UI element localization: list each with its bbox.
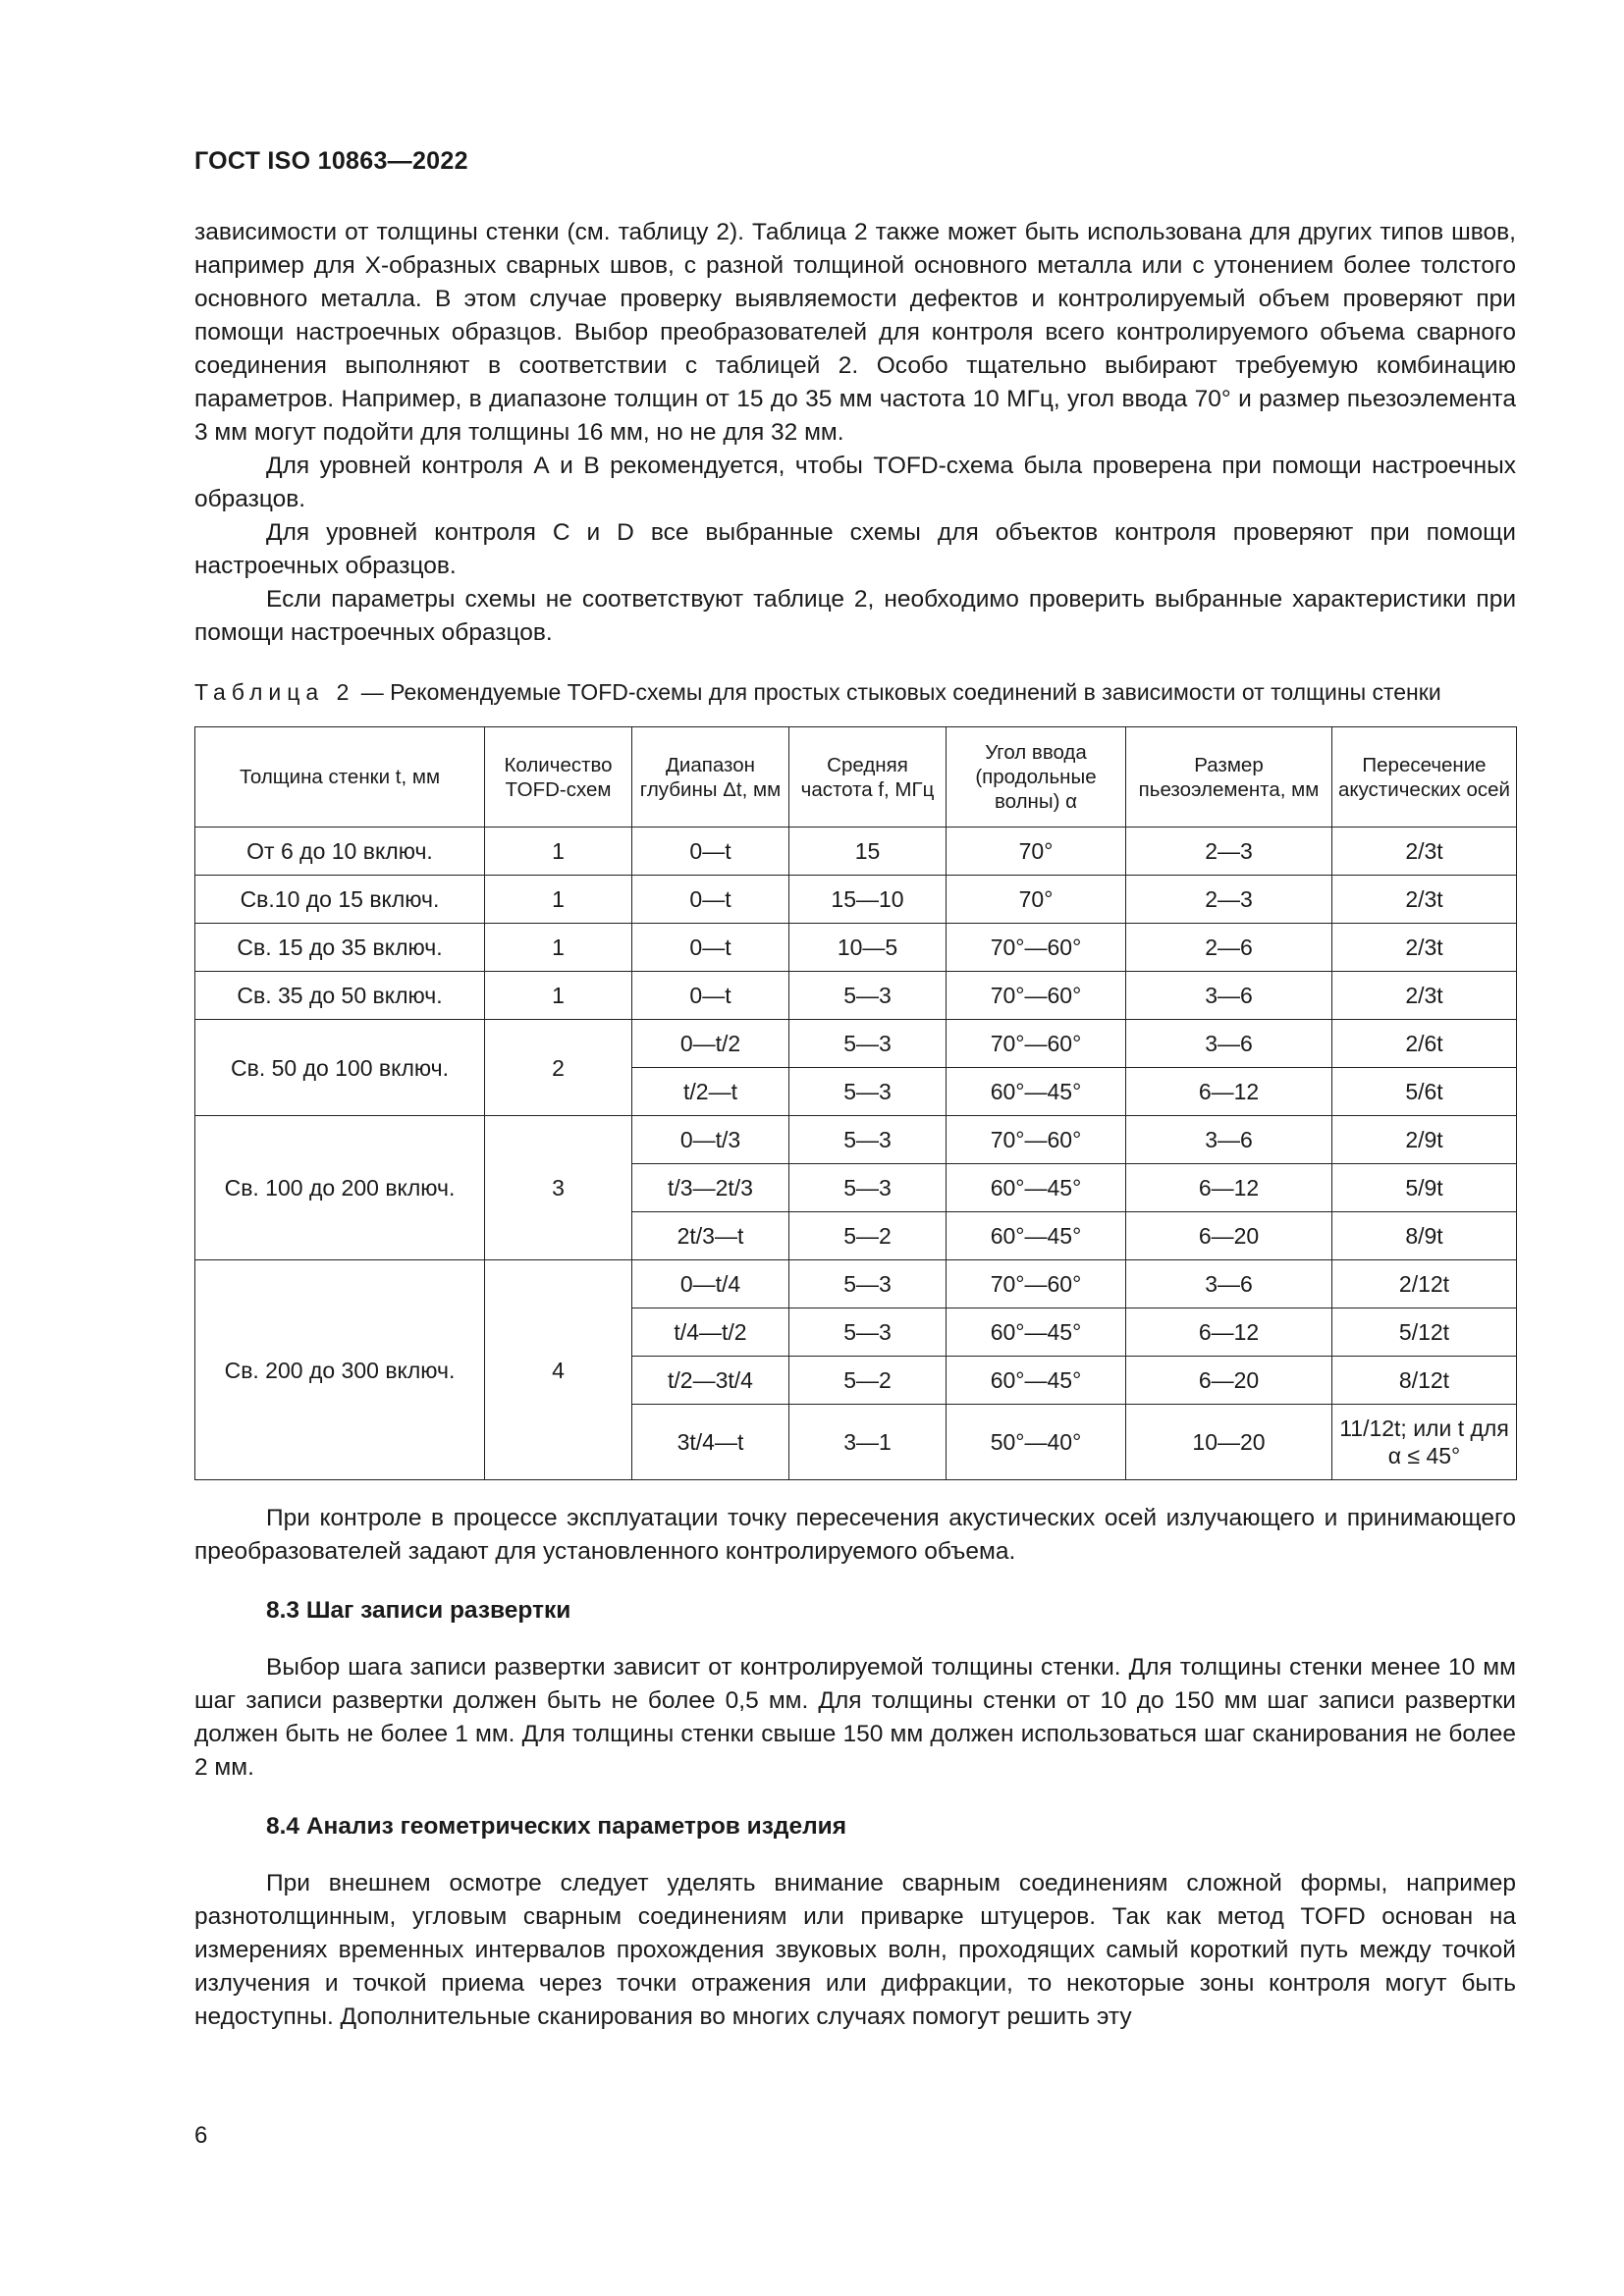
cell-frequency: 5—3 xyxy=(789,1260,947,1308)
cell-element-size: 2—3 xyxy=(1126,828,1332,876)
paragraph: Выбор шага записи развертки зависит от контролируемой толщины стенки. Для толщины стенки менее 10 мм шаг записи развертки должен быть не более 0,5 мм. Для толщины стенки от 10 до 150 мм шаг записи развертки должен быть не более 1 мм. Для толщины стенки свыше 150 мм должен использоваться шаг сканирования не более 2 мм. xyxy=(194,1654,1516,1781)
table-caption-label: Таблица 2 xyxy=(194,679,355,705)
cell-depth-range: 0—t xyxy=(632,876,789,924)
cell-depth-range: 3t/4—t xyxy=(632,1405,789,1480)
cell-element-size: 6—12 xyxy=(1126,1068,1332,1116)
cell-angle: 60°—45° xyxy=(947,1212,1126,1260)
paragraph: зависимости от толщины стенки (см. таблицу 2). Таблица 2 также может быть использована для других типов швов, например для Х-образных сварных швов, с разной толщиной основного металла или с утонением более толстого основного металла. В этом случае проверку выявляемости дефектов и контролируемый объем проверяют при помощи настроечных образцов. Выбор преобразователей для контроля всего контролируемого объема сварного соединения выполняют в соответствии с таблицей 2. Особо тщательно выбирают требуемую комбинацию параметров. Например, в диапазоне толщин от 15 до 35 мм частота 10 МГц, угол ввода 70° и размер пьезоэлемента 3 мм могут подойти для толщины 16 мм, но не для 32 мм. xyxy=(194,219,1516,446)
cell-frequency: 5—3 xyxy=(789,1164,947,1212)
table-row xyxy=(195,1260,1517,1308)
cell-crossing: 2/3t xyxy=(1332,828,1517,876)
cell-angle: 70°—60° xyxy=(947,924,1126,972)
cell-angle: 70°—60° xyxy=(947,972,1126,1020)
cell-crossing: 5/12t xyxy=(1332,1308,1517,1357)
cell-thickness: Св. 50 до 100 включ. xyxy=(195,1020,485,1116)
cell-depth-range: t/2—t xyxy=(632,1068,789,1116)
cell-angle: 50°—40° xyxy=(947,1405,1126,1480)
cell-angle: 70° xyxy=(947,828,1126,876)
cell-crossing: 8/9t xyxy=(1332,1212,1517,1260)
table-caption xyxy=(194,677,1516,707)
cell-thickness: Св. 35 до 50 включ. xyxy=(195,972,485,1020)
cell-crossing: 2/6t xyxy=(1332,1020,1517,1068)
cell-element-size: 6—12 xyxy=(1126,1308,1332,1357)
cell-depth-range: 0—t xyxy=(632,828,789,876)
cell-element-size: 3—6 xyxy=(1126,972,1332,1020)
cell-frequency: 5—3 xyxy=(789,1308,947,1357)
cell-element-size: 10—20 xyxy=(1126,1405,1332,1480)
cell-angle: 60°—45° xyxy=(947,1357,1126,1405)
cell-depth-range: 0—t/2 xyxy=(632,1020,789,1068)
cell-frequency: 3—1 xyxy=(789,1405,947,1480)
cell-crossing: 2/3t xyxy=(1332,924,1517,972)
header-depth-range: Диапазон глубины Δt, мм xyxy=(632,727,789,828)
cell-angle: 60°—45° xyxy=(947,1164,1126,1212)
cell-crossing: 5/9t xyxy=(1332,1164,1517,1212)
cell-depth-range: 2t/3—t xyxy=(632,1212,789,1260)
cell-angle: 70° xyxy=(947,876,1126,924)
cell-frequency: 5—3 xyxy=(789,1068,947,1116)
cell-angle: 60°—45° xyxy=(947,1068,1126,1116)
table-row xyxy=(195,1116,1517,1164)
cell-count: 1 xyxy=(485,972,632,1020)
cell-depth-range: 0—t xyxy=(632,924,789,972)
cell-depth-range: t/3—2t/3 xyxy=(632,1164,789,1212)
cell-crossing: 8/12t xyxy=(1332,1357,1517,1405)
cell-count: 1 xyxy=(485,828,632,876)
paragraph: При контроле в процессе эксплуатации точку пересечения акустических осей излучающего и принимающего преобразователей задают для установленного контролируемого объема. xyxy=(194,1505,1516,1565)
cell-angle: 70°—60° xyxy=(947,1020,1126,1068)
cell-crossing: 5/6t xyxy=(1332,1068,1517,1116)
header-crossing: Пересечение акустических осей xyxy=(1332,727,1517,828)
cell-angle: 60°—45° xyxy=(947,1308,1126,1357)
cell-element-size: 2—3 xyxy=(1126,876,1332,924)
paragraph: При внешнем осмотре следует уделять внимание сварным соединениям сложной формы, например разнотолщинным, угловым сварным соединениям или приварке штуцеров. Так как метод TOFD основан на измерениях временных интервалов прохождения звуковых волн, проходящих самый короткий путь между точкой излучения и точкой приема через точки отражения или дифракции, то некоторые зоны контроля могут быть недоступны. Дополнительные сканирования во многих случаях помогут решить эту xyxy=(194,1870,1516,2030)
cell-depth-range: t/2—3t/4 xyxy=(632,1357,789,1405)
cell-crossing: 11/12t; или t для α ≤ 45° xyxy=(1332,1405,1517,1480)
cell-thickness: Св. 15 до 35 включ. xyxy=(195,924,485,972)
cell-frequency: 15 xyxy=(789,828,947,876)
cell-frequency: 5—2 xyxy=(789,1357,947,1405)
cell-frequency: 5—3 xyxy=(789,1116,947,1164)
cell-crossing: 2/3t xyxy=(1332,876,1517,924)
cell-thickness: Св.10 до 15 включ. xyxy=(195,876,485,924)
cell-count: 1 xyxy=(485,924,632,972)
table-row xyxy=(195,924,1517,972)
cell-frequency: 10—5 xyxy=(789,924,947,972)
header-angle: Угол ввода (продольные волны) α xyxy=(947,727,1126,828)
table-caption-text: — Рекомендуемые TOFD-схемы для простых стыковых соединений в зависимости от толщины стенки xyxy=(354,679,1441,705)
tofd-table xyxy=(194,726,1517,1480)
cell-frequency: 5—2 xyxy=(789,1212,947,1260)
cell-crossing: 2/3t xyxy=(1332,972,1517,1020)
cell-count: 2 xyxy=(485,1020,632,1116)
page-content xyxy=(194,216,1516,2034)
cell-angle: 70°—60° xyxy=(947,1260,1126,1308)
cell-element-size: 3—6 xyxy=(1126,1116,1332,1164)
cell-angle: 70°—60° xyxy=(947,1116,1126,1164)
cell-frequency: 15—10 xyxy=(789,876,947,924)
header-frequency: Средняя частота f, МГц xyxy=(789,727,947,828)
table-body xyxy=(195,828,1517,1480)
table-header-row xyxy=(195,727,1517,828)
cell-element-size: 2—6 xyxy=(1126,924,1332,972)
header-thickness: Толщина стенки t, мм xyxy=(195,727,485,828)
page-number: 6 xyxy=(194,2122,208,2149)
cell-element-size: 3—6 xyxy=(1126,1260,1332,1308)
cell-count: 4 xyxy=(485,1260,632,1480)
table-row xyxy=(195,828,1517,876)
cell-crossing: 2/12t xyxy=(1332,1260,1517,1308)
document-header: ГОСТ ISO 10863—2022 xyxy=(194,147,468,175)
table-row xyxy=(195,876,1517,924)
cell-element-size: 6—20 xyxy=(1126,1212,1332,1260)
paragraph: Если параметры схемы не соответствуют таблице 2, необходимо проверить выбранные характеристики при помощи настроечных образцов. xyxy=(194,586,1516,646)
cell-thickness: От 6 до 10 включ. xyxy=(195,828,485,876)
cell-crossing: 2/9t xyxy=(1332,1116,1517,1164)
section-heading-8-3: 8.3 Шаг записи развертки xyxy=(266,1597,571,1624)
table-row xyxy=(195,1020,1517,1068)
cell-thickness: Св. 100 до 200 включ. xyxy=(195,1116,485,1260)
cell-frequency: 5—3 xyxy=(789,1020,947,1068)
cell-element-size: 6—12 xyxy=(1126,1164,1332,1212)
header-count: Количество TOFD-схем xyxy=(485,727,632,828)
header-element-size: Размер пьезоэлемента, мм xyxy=(1126,727,1332,828)
cell-count: 1 xyxy=(485,876,632,924)
paragraph: Для уровней контроля А и В рекомендуется, чтобы TOFD-схема была проверена при помощи настроечных образцов. xyxy=(194,453,1516,512)
cell-depth-range: 0—t/3 xyxy=(632,1116,789,1164)
cell-depth-range: t/4—t/2 xyxy=(632,1308,789,1357)
cell-element-size: 3—6 xyxy=(1126,1020,1332,1068)
cell-depth-range: 0—t xyxy=(632,972,789,1020)
cell-depth-range: 0—t/4 xyxy=(632,1260,789,1308)
cell-count: 3 xyxy=(485,1116,632,1260)
paragraph: Для уровней контроля С и D все выбранные схемы для объектов контроля проверяют при помощи настроечных образцов. xyxy=(194,519,1516,579)
cell-frequency: 5—3 xyxy=(789,972,947,1020)
table-row xyxy=(195,972,1517,1020)
cell-thickness: Св. 200 до 300 включ. xyxy=(195,1260,485,1480)
section-heading-8-4: 8.4 Анализ геометрических параметров изделия xyxy=(266,1813,847,1840)
cell-element-size: 6—20 xyxy=(1126,1357,1332,1405)
